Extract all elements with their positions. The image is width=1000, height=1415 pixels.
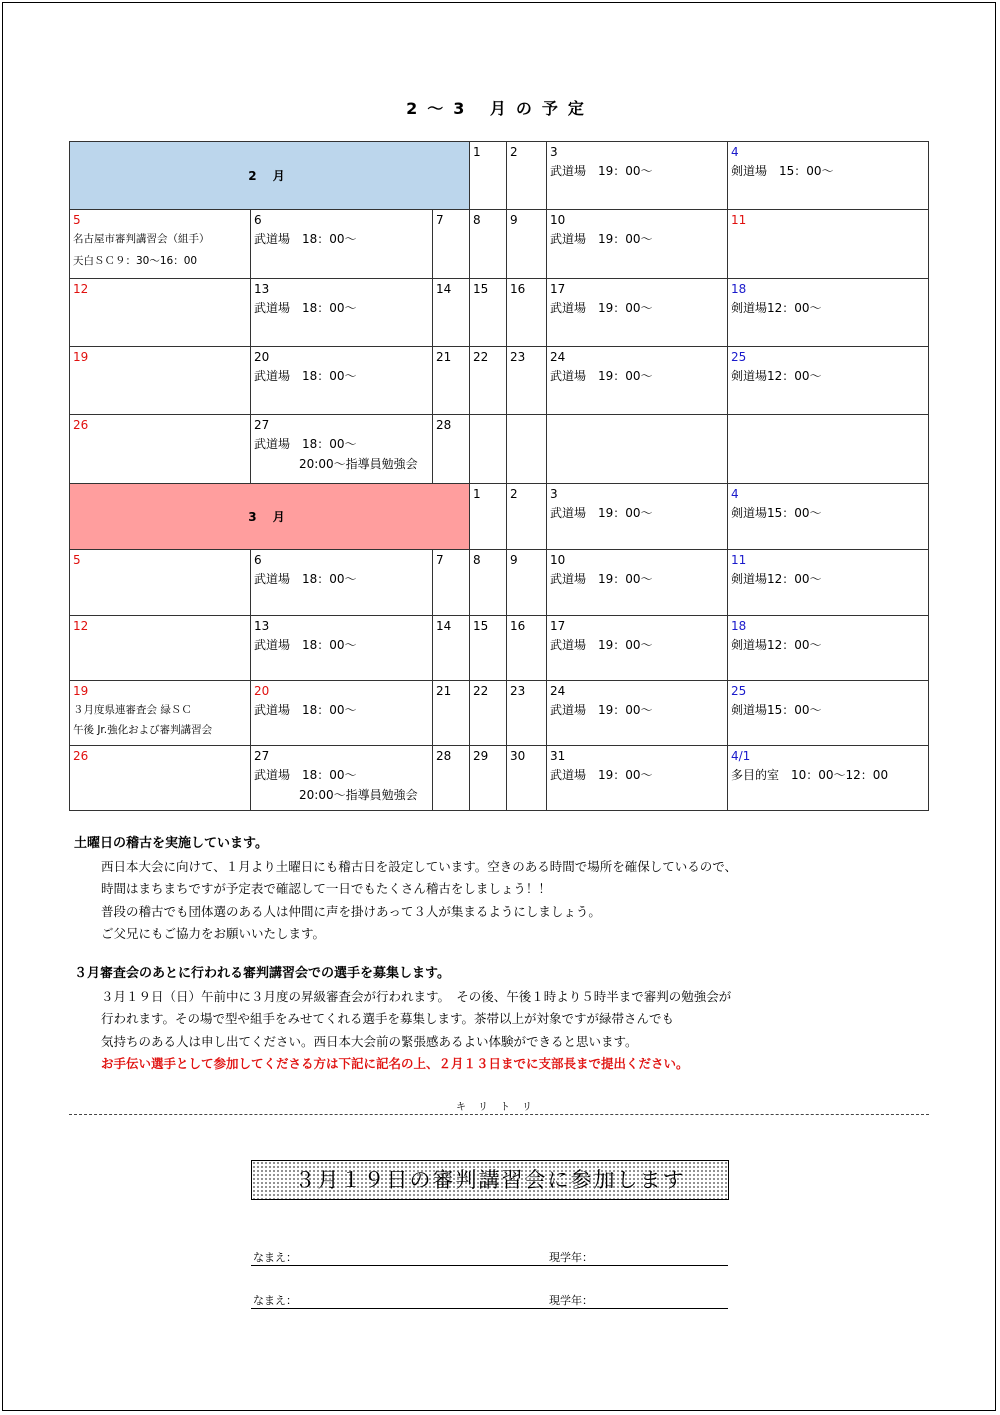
day-cell: 27 武道場 18：00〜 20:00〜指導員勉強会 [251,746,433,811]
day-cell: 2 [507,142,547,210]
day-cell: 13 武道場 18：00〜 [251,616,433,681]
day-cell: 15 [470,616,507,681]
grade-label: 現学年： [549,1294,593,1307]
day-cell: 2 [507,484,547,550]
calendar-row [70,415,929,484]
event-text: 武道場 18：00〜 [254,301,357,315]
event-text: 剣道場12：00〜 [731,638,822,652]
schedule-calendar [69,141,929,811]
cut-line [69,1114,929,1115]
month-header-feb: 2 月 [70,142,470,210]
day-cell: 7 [433,210,470,279]
event-text: 武道場 19：00〜 [550,369,653,383]
day-cell: 26 [70,415,251,484]
event-text: 武道場 19：00〜 [550,638,653,652]
grade-label: 現学年： [549,1251,593,1264]
event-text: 剣道場15：00〜 [731,703,822,717]
name-label: なまえ： [253,1251,297,1264]
event-text: 武道場 19：00〜 [550,232,653,246]
day-cell: 8 [470,550,507,616]
event-text: 武道場 19：00〜 [550,572,653,586]
day-cell: 24 武道場 19：00〜 [547,347,728,415]
day-cell: 30 [507,746,547,811]
event-text: ３月度県連審査会 緑ＳＣ [73,704,192,716]
event-text: 武道場 18：00〜 [254,437,357,451]
participation-banner: ３月１９日の審判講習会に参加します [251,1160,729,1200]
day-cell: 22 [470,347,507,415]
event-text: 武道場 19：00〜 [550,506,653,520]
day-cell: 1 [470,484,507,550]
day-cell: 28 [433,746,470,811]
notes-referee-seminar [74,963,731,1076]
alert-line: お手伝い選手として参加してくださる方は下記に記名の上、２月１３日までに支部長まで提出ください。 [101,1056,689,1071]
name-grade-line-2[interactable] [251,1290,728,1309]
day-cell: 14 [433,616,470,681]
calendar-row [70,616,929,681]
paragraph-line: ご父兄にもご協力をお願いいたします。 [101,926,326,941]
day-cell: 21 [433,347,470,415]
day-cell: 6 武道場 18：00〜 [251,210,433,279]
event-text: 剣道場12：00〜 [731,572,822,586]
event-text: 武道場 18：00〜 [254,638,357,652]
paragraph-line: ３月１９日（日）午前中に３月度の昇級審査会が行われます。 その後、午後１時より５時半まで審判の勉強会が [101,988,732,1004]
calendar-row [70,279,929,347]
day-cell: 27 武道場 18：00〜 20:00〜指導員勉強会 [251,415,433,484]
day-cell: 21 [433,681,470,746]
event-text: 武道場 18：00〜 [254,572,357,586]
calendar-row [70,681,929,746]
calendar-row [70,484,929,550]
day-cell: 24 武道場 19：00〜 [547,681,728,746]
day-cell: 5 [70,550,251,616]
paragraph-line: 時間はまちまちですが予定表で確認して一日でもたくさん稽古をしましょう！！ [101,881,551,896]
event-text: 剣道場 15：00〜 [731,164,834,178]
calendar-row [70,210,929,279]
paragraph-line: 西日本大会に向けて、１月より土曜日にも稽古日を設定しています。空きのある時間で場所を確保しているので、 [101,858,738,874]
day-cell: 18 剣道場12：00〜 [728,616,929,681]
event-text: 剣道場12：00〜 [731,369,822,383]
paragraph-line: 気持ちのある人は申し出てください。西日本大会前の緊張感あるよい体験ができると思います。 [101,1033,638,1049]
day-cell: 5 名古屋市審判講習会（組手） 天白ＳＣ９：30〜16：00 [70,210,251,279]
day-cell: 11 [728,210,929,279]
event-text: 剣道場15：00〜 [731,506,822,520]
event-text: 20:00〜指導員勉強会 [299,788,418,802]
day-cell: 31 武道場 19：00〜 [547,746,728,811]
day-cell: 16 [507,279,547,347]
day-cell: 20 武道場 18：00〜 [251,681,433,746]
day-cell [470,415,507,484]
event-text: 武道場 18：00〜 [254,768,357,782]
day-cell: 28 [433,415,470,484]
event-text: 名古屋市審判講習会（組手） [73,233,210,245]
event-text: 武道場 19：00〜 [550,164,653,178]
paragraph-line: 普段の稽古でも団体選のある人は仲間に声を掛けあって３人が集まるようにしましょう。 [101,903,601,919]
event-text: 武道場 18：00〜 [254,232,357,246]
calendar-row [70,347,929,415]
event-text: 午後 Jr.強化および審判講習会 [73,724,213,736]
day-cell: 22 [470,681,507,746]
day-cell: 12 [70,616,251,681]
day-cell: 13 武道場 18：00〜 [251,279,433,347]
day-cell: 4 剣道場 15：00〜 [728,142,929,210]
day-cell: 17 武道場 19：00〜 [547,279,728,347]
calendar-row [70,550,929,616]
event-text: 天白ＳＣ９：30〜16：00 [73,255,198,267]
event-text: 武道場 19：00〜 [550,768,653,782]
day-cell: 19 [70,347,251,415]
calendar-row [70,746,929,811]
day-cell: 19 ３月度県連審査会 緑ＳＣ 午後 Jr.強化および審判講習会 [70,681,251,746]
event-text: 武道場 19：00〜 [550,301,653,315]
month-header-mar: 3 月 [70,484,470,550]
day-cell: 23 [507,681,547,746]
paragraph-line: 行われます。その場で型や組手をみせてくれる選手を募集します。茶帯以上が対象ですが緑帯さんでも [101,1011,675,1026]
name-grade-line-1[interactable] [251,1247,728,1266]
event-text: 剣道場12：00〜 [731,301,822,315]
day-cell: 14 [433,279,470,347]
day-cell: 10 武道場 19：00〜 [547,550,728,616]
day-cell: 16 [507,616,547,681]
event-text: 武道場 19：00〜 [550,703,653,717]
day-cell: 15 [470,279,507,347]
event-text: 武道場 18：00〜 [254,369,357,383]
day-cell: 7 [433,550,470,616]
day-cell: 26 [70,746,251,811]
day-cell: 4 剣道場15：00〜 [728,484,929,550]
notes-saturday-practice [74,833,737,946]
day-cell: 3 武道場 19：00〜 [547,484,728,550]
page-title: 2〜3 月の予定 [406,99,594,118]
day-cell: 23 [507,347,547,415]
day-cell: 1 [470,142,507,210]
cut-label: キリトリ [456,1102,544,1113]
day-cell: 29 [470,746,507,811]
day-cell: 6 武道場 18：00〜 [251,550,433,616]
day-cell [728,415,929,484]
event-text: 多目的室 10：00〜12：00 [731,768,889,782]
event-text: 20:00〜指導員勉強会 [299,457,418,471]
day-cell: 11 剣道場12：00〜 [728,550,929,616]
day-cell: 25 剣道場15：00〜 [728,681,929,746]
event-text: 武道場 18：00〜 [254,703,357,717]
day-cell: 3 武道場 19：00〜 [547,142,728,210]
day-cell: 9 [507,210,547,279]
day-cell [547,415,728,484]
day-cell: 12 [70,279,251,347]
day-cell: 9 [507,550,547,616]
day-cell: 10 武道場 19：00〜 [547,210,728,279]
section-heading: ３月審査会のあとに行われる審判講習会での選手を募集します。 [74,966,450,981]
day-cell: 18 剣道場12：00〜 [728,279,929,347]
day-cell: 8 [470,210,507,279]
day-cell: 25 剣道場12：00〜 [728,347,929,415]
day-cell: 4/1 多目的室 10：00〜12：00 [728,746,929,811]
day-cell [507,415,547,484]
name-label: なまえ： [253,1294,297,1307]
calendar-row [70,142,929,210]
day-cell: 20 武道場 18：00〜 [251,347,433,415]
section-heading: 土曜日の稽古を実施しています。 [74,836,268,851]
day-cell: 17 武道場 19：00〜 [547,616,728,681]
